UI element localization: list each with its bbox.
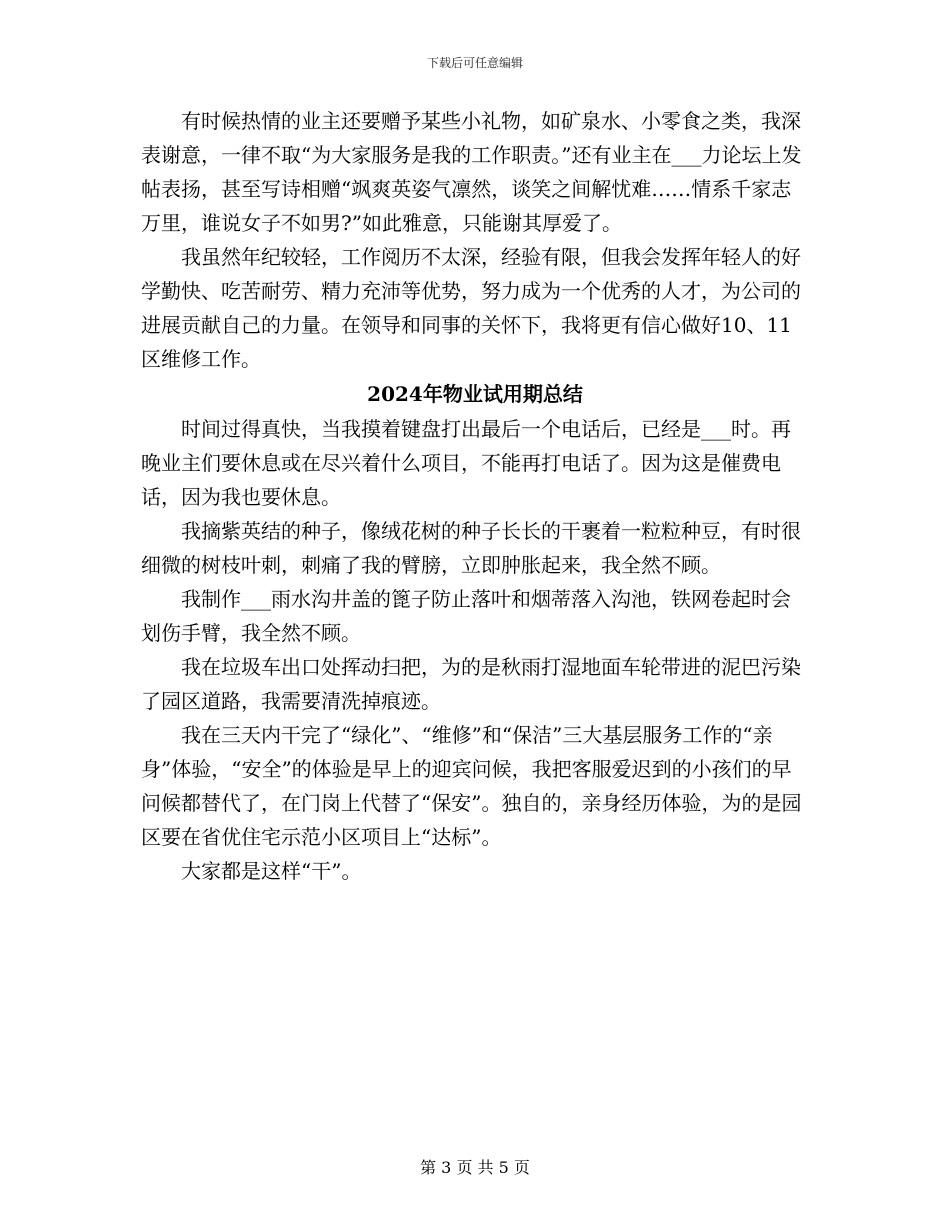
section-title: 2024年物业试用期总结: [367, 382, 583, 406]
paragraph: 我摘紫英结的种子，像绒花树的种子长长的干裹着一粒粒种豆，有时很细微的树枝叶刺，刺痛了我的臂膀，立即肿胀起来，我全然不顾。: [141, 519, 801, 577]
page-header-note: 下载后可任意编辑: [426, 56, 523, 70]
paragraph: 我在垃圾车出口处挥动扫把，为的是秋雨打湿地面车轮带进的泥巴污染了园区道路，我需要清洗掉痕迹。: [141, 655, 801, 713]
paragraph: 大家都是这样“干”。: [181, 859, 362, 883]
page-number: 第 3 页 共 5 页: [420, 1158, 530, 1177]
paragraph: 我制作___雨水沟井盖的篦子防止落叶和烟蒂落入沟池，铁网卷起时会划伤手臂，我全然不顾。: [141, 587, 791, 645]
paragraph: 我虽然年纪较轻，工作阅历不太深，经验有限，但我会发挥年轻人的好学勤快、吃苦耐劳、精力充沛等优势，努力成为一个优秀的人才，为公司的进展贡献自己的力量。在领导和同事的关怀下，我将更有信心做好10、11区维修工作。: [141, 245, 801, 371]
paragraph: 我在三天内干完了“绿化”、“维修”和“保洁”三大基层服务工作的“亲身”体验，“安全”的体验是早上的迎宾问候，我把客服爱迟到的小孩们的早问候都替代了，在门岗上代替了“保安”。独自的，亲身经历体验，为的是园区要在省优住宅示范小区项目上“达标”。: [141, 723, 802, 849]
paragraph: 时间过得真快，当我摸着键盘打出最后一个电话后，已经是___时。再晚业主们要休息或在尽兴着什么项目，不能再打电话了。因为这是催费电话，因为我也要休息。: [141, 417, 791, 509]
paragraph: 有时候热情的业主还要赠予某些小礼物，如矿泉水、小零食之类，我深表谢意，一律不取“为大家服务是我的工作职责。”还有业主在___力论坛上发帖表扬，甚至写诗相赠“飒爽英姿气凛然，谈笑之间解忧难……情系千家志万里，谁说女子不如男?”如此雅意，只能谢其厚爱了。: [141, 109, 802, 235]
document-body: [141, 104, 809, 888]
